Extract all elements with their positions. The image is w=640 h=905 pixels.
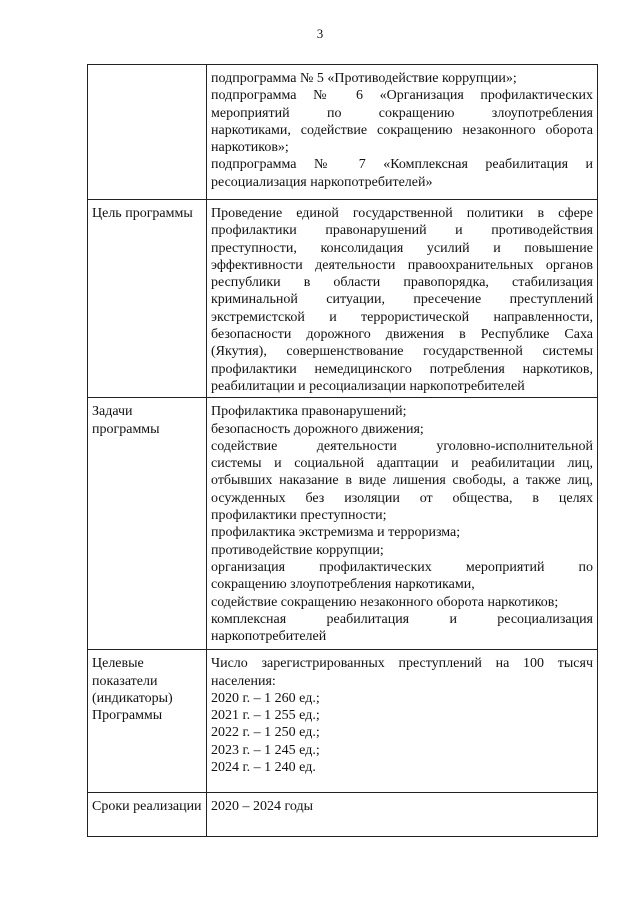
- content-line: подпрограмма № 6 «Организация профилактических: [211, 88, 593, 104]
- content-line: подпрограмма № 5 «Противодействие коррупции»;: [211, 71, 517, 86]
- table-body: [88, 65, 598, 837]
- row-content: [207, 398, 598, 650]
- content-line: криминальной ситуации, пресечение преступлений: [211, 292, 593, 308]
- content-line: отбывших наказание в виде лишения свободы, а также лиц,: [211, 473, 593, 489]
- content-line: эффективности деятельности правоохранительных органов: [211, 257, 593, 273]
- content-line: республики в области правопорядка, стабилизация: [211, 275, 593, 291]
- program-tasks-row: [88, 398, 598, 650]
- content-line: (Якутия), совершенствование государственной системы: [211, 344, 593, 360]
- content-line: осужденных без изоляции от общества, в целях: [211, 490, 593, 506]
- content-line: безопасность дорожного движения;: [211, 421, 424, 437]
- program-passport-table: [87, 64, 598, 837]
- content-line: 2022 г. – 1 250 ед.;: [211, 725, 320, 741]
- content-line: подпрограмма № 7 «Комплексная реабилитация и: [211, 157, 593, 173]
- content-line: комплексная реабилитация и ресоциализация: [211, 611, 593, 627]
- content-line: системы и социальной адаптации и реабилитации лиц,: [211, 456, 593, 472]
- content-line: профилактики правонарушений и противодействия: [211, 223, 593, 239]
- subprograms-row: [88, 65, 598, 200]
- program-goal-row: [88, 200, 598, 398]
- content-line: ресоциализация наркопотребителей»: [211, 174, 433, 190]
- content-line: профилактика экстремизма и терроризма;: [211, 525, 461, 541]
- content-line: содействие сокращению незаконного оборота наркотиков;: [211, 594, 559, 610]
- content-line: организация профилактических мероприятий по: [211, 559, 593, 575]
- content-line: 2020 г. – 1 260 ед.;: [211, 690, 320, 706]
- content-line: мероприятий по сокращению злоупотребления: [211, 105, 593, 121]
- content-line: наркотиками, содействие сокращению незаконного оборота: [211, 122, 593, 138]
- content-line: Число зарегистрированных преступлений на 100 тысяч: [211, 656, 593, 672]
- row-label: Сроки реализации: [88, 793, 207, 837]
- content-line: 2023 г. – 1 245 ед.;: [211, 742, 320, 758]
- row-content: [207, 65, 598, 200]
- row-label: Цель программы: [88, 200, 207, 398]
- content-line: Проведение единой государственной политики в сфере: [211, 206, 593, 221]
- content-line: Профилактика правонарушений;: [211, 404, 407, 420]
- row-content: [207, 793, 598, 837]
- row-label: Целевые показатели (индикаторы) Программы: [88, 650, 207, 793]
- target-indicators-row: [88, 650, 598, 793]
- content-line: содействие деятельности уголовно-исполнительной: [211, 438, 593, 454]
- content-line: противодействие коррупции;: [211, 542, 384, 558]
- content-line: безопасности дорожного движения в Республике Саха: [211, 327, 593, 343]
- content-line: реабилитации и ресоциализации наркопотребителей: [211, 378, 525, 394]
- row-label: [88, 65, 207, 200]
- row-label: Задачи программы: [88, 398, 207, 650]
- content-line: профилактики немедицинского потребления наркотиков,: [211, 361, 593, 377]
- content-line: населения:: [211, 673, 276, 689]
- implementation-period-row: [88, 793, 598, 837]
- page-number: 3: [316, 26, 324, 41]
- content-line: 2024 г. – 1 240 ед.: [211, 760, 316, 776]
- content-line: 2021 г. – 1 255 ед.;: [211, 708, 320, 724]
- row-content: [207, 200, 598, 398]
- row-content: [207, 650, 598, 793]
- content-line: наркотиков»;: [211, 140, 289, 156]
- content-line: сокращению злоупотребления наркотиками,: [211, 577, 475, 593]
- content-line: 2020 – 2024 годы: [211, 799, 314, 815]
- content-line: наркопотребителей: [211, 629, 327, 645]
- content-line: профилактики преступности;: [211, 508, 387, 524]
- content-line: экстремистской и террористической направленности,: [211, 309, 593, 325]
- content-line: преступности, консолидация усилий и повышение: [211, 240, 593, 256]
